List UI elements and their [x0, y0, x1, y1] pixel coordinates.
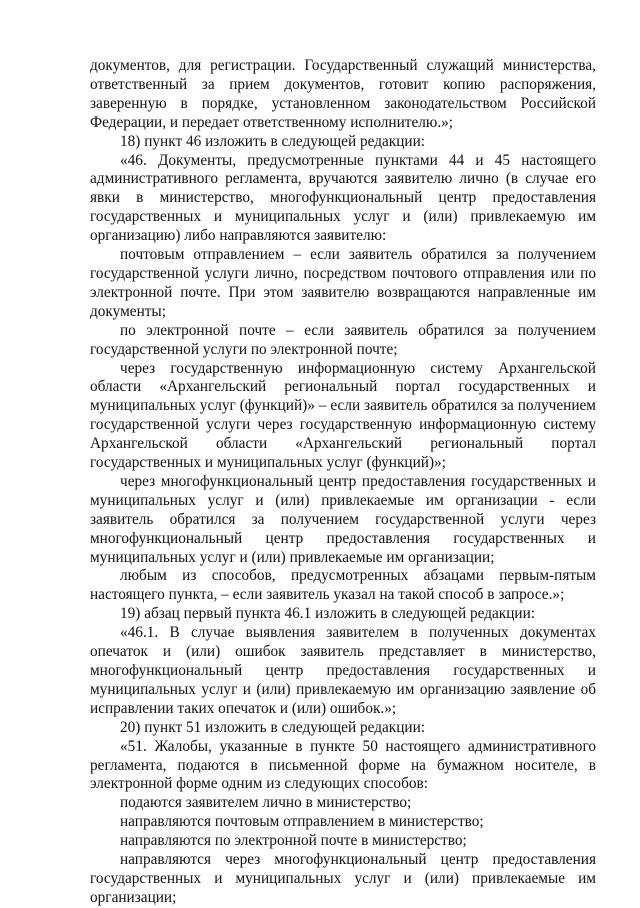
paragraph-item-20: 20) пункт 51 изложить в следующей редакции:	[120, 718, 426, 736]
document-page	[90, 57, 596, 908]
paragraph-via-mfc: направляются через многофункциональный центр предоставления государственных и муниципальных услуг и (или) привлекаемые им организации;	[90, 851, 596, 906]
paragraph-point-46-1: «46.1. В случае выявления заявителем в полученных документах опечаток и (или) ошибок заявитель представляет в министерство, многофункциональный центр предоставления государственных и муниципальных услуг и (или) привлекаемую им организацию заявление об исправлении таких опечаток и (или) ошибок.»;	[90, 624, 596, 717]
paragraph-portal: через государственную информационную систему Архангельской области «Архангельский региональный портал государственных и муниципальных услуг (функций)» – если заявитель обратился за получением государственной услуги через государственную информационную систему Архангельской области «Архангельский региональный портал государственных и муниципальных услуг (функций)»;	[90, 359, 596, 472]
paragraph-point-51: «51. Жалобы, указанные в пункте 50 настоящего административного регламента, подаются в письменной форме на бумажном носителе, в электронной форме одним из следующих способов:	[90, 737, 596, 793]
paragraph-postal: почтовым отправлением – если заявитель обратился за получением государственной услуги лично, посредством почтового отправления или по электронной почте. При этом заявителю возвращаются направленные им документы;	[90, 246, 596, 320]
paragraph-item-18: 18) пункт 46 изложить в следующей редакции:	[120, 132, 426, 150]
paragraph-in-person: подаются заявителем лично в министерство;	[120, 794, 412, 812]
paragraph-continuation: документов, для регистрации. Государственный служащий министерства, ответственный за прием документов, готовит копию распоряжения, заверенную в порядке, установленном законодательством Российской Федерации, и передает ответственному исполнителю.»;	[90, 57, 596, 131]
paragraph-email: по электронной почте – если заявитель обратился за получением государственной услуги по электронной почте;	[90, 321, 596, 358]
paragraph-mfc: через многофункциональный центр предоставления государственных и муниципальных услуг и (или) привлекаемые им организации - если заявитель обратился за получением государственной услуги через многофункциональный центр предоставления государственных и муниципальных услуг и (или) привлекаемые им организации;	[90, 472, 596, 566]
paragraph-by-email: направляются по электронной почте в министерство;	[120, 832, 467, 850]
paragraph-by-post: направляются почтовым отправлением в министерство;	[120, 813, 484, 831]
paragraph-item-19: 19) абзац первый пункта 46.1 изложить в следующей редакции:	[120, 605, 536, 623]
paragraph-any-method: любым из способов, предусмотренных абзацами первым-пятым настоящего пункта, – если заявитель указал на такой способ в запросе.»;	[90, 567, 596, 604]
paragraph-point-46: «46. Документы, предусмотренные пунктами 44 и 45 настоящего административного регламента, вручаются заявителю лично (в случае его явки в министерство, многофункциональный центр предоставления государственных и муниципальных услуг и (или) привлекаемую им организацию) либо направляются заявителю:	[90, 151, 596, 245]
